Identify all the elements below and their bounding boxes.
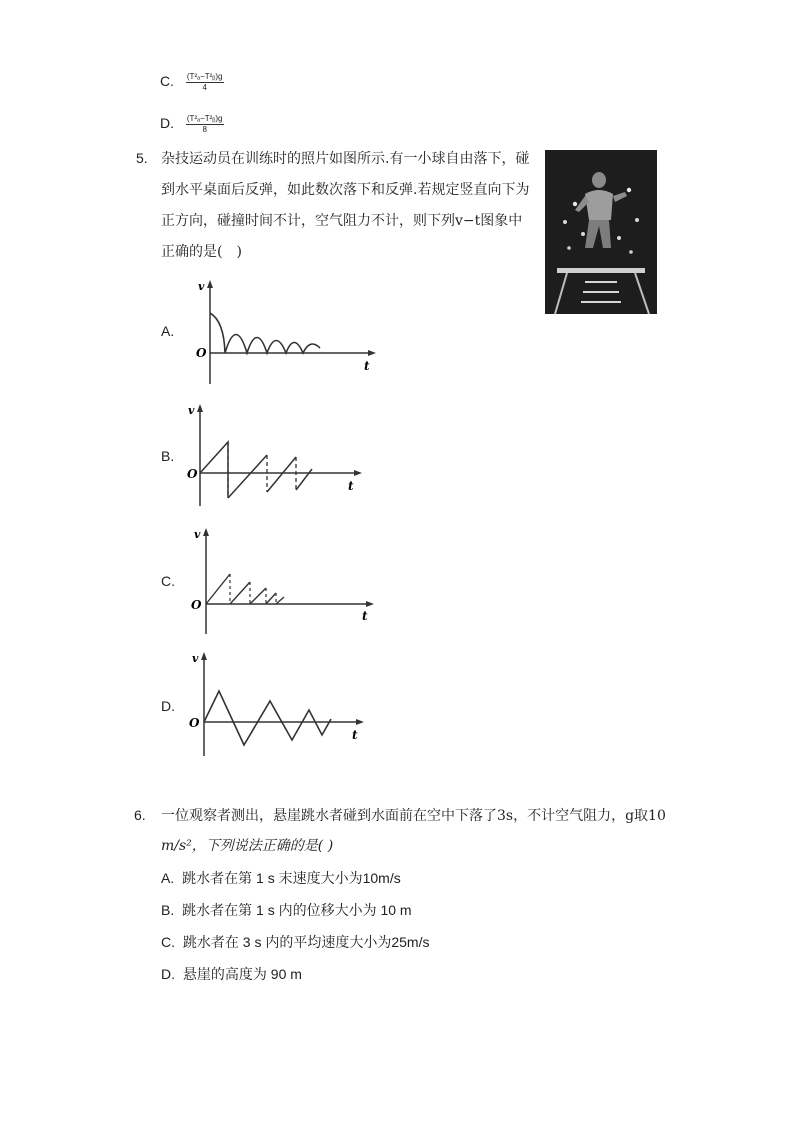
v-axis-label: v — [192, 652, 199, 665]
stem-line: 到水平桌面后反弹，如此数次落下和反弹.若规定竖直向下为 — [161, 182, 530, 198]
origin-label: O — [191, 598, 202, 612]
fraction-denominator: 8 — [202, 125, 207, 134]
juggler-photo-art — [545, 150, 657, 314]
v-t-segment — [250, 588, 266, 604]
stem-line: 正确的是( ) — [161, 244, 242, 260]
juggler-photo — [545, 150, 657, 314]
stem-line: 杂技运动员在训练时的照片如图所示.有一小球自由落下，碰 — [161, 151, 530, 167]
q5-option-c-letter: C. — [161, 573, 175, 589]
option-letter: A. — [161, 870, 175, 886]
question-6-stem-line-1: 一位观察者测出，悬崖跳水者碰到水面前在空中下落了3s，不计空气阻力，g取10 — [161, 808, 666, 824]
prev-option-d — [160, 114, 224, 135]
origin-label: O — [196, 346, 207, 360]
v-axis-arrow — [197, 404, 203, 412]
t-axis-label: t — [364, 359, 370, 373]
v-axis-label: v — [194, 528, 201, 541]
option-letter: C. — [160, 73, 174, 90]
t-axis-label: t — [362, 609, 368, 623]
t-axis-arrow — [368, 350, 376, 356]
v-t-segment — [230, 582, 250, 604]
q6-option-c — [161, 932, 429, 952]
v-axis-label: v — [198, 280, 205, 293]
v-t-curve — [210, 313, 320, 353]
option-letter: B. — [161, 902, 175, 918]
t-axis-arrow — [366, 601, 374, 607]
option-text: 跳水者在第 1 s 末速度大小为10m/s — [182, 870, 401, 886]
option-letter: C. — [161, 934, 175, 950]
v-t-segment — [266, 593, 276, 604]
question-5-stem — [161, 149, 529, 262]
q5-option-c-graph — [190, 524, 390, 636]
q6-option-a — [161, 868, 401, 888]
v-axis-arrow — [207, 280, 213, 288]
prev-option-c — [160, 72, 224, 93]
option-letter: D. — [161, 966, 175, 982]
question-5-number: 5. — [136, 150, 148, 166]
fraction-numerator: (T²ₐ−T²ᵦ)g — [186, 114, 223, 123]
origin-label: O — [189, 716, 200, 730]
option-text: 跳水者在第 1 s 内的位移大小为 10 m — [182, 902, 412, 918]
v-t-segment — [228, 455, 267, 498]
q5-option-a-graph — [190, 276, 390, 388]
v-t-segment — [267, 457, 296, 492]
origin-label: O — [187, 467, 198, 481]
v-axis-label: v — [188, 404, 195, 417]
option-fraction — [186, 114, 224, 135]
fraction-denominator: 4 — [202, 83, 207, 92]
question-6-number: 6. — [134, 807, 146, 823]
q6-option-d — [161, 964, 302, 984]
v-t-segment — [206, 574, 230, 604]
q5-option-b-graph — [186, 400, 386, 510]
question-6-stem-line-2: m/s²，下列说法正确的是( ) — [161, 838, 334, 854]
stem-line: 正方向，碰撞时间不计，空气阻力不计，则下列v−t图象中 — [161, 213, 523, 229]
v-t-segment — [296, 469, 312, 490]
q5-option-d-letter: D. — [161, 698, 175, 714]
t-axis-label: t — [348, 479, 354, 493]
q5-option-d-graph — [188, 648, 388, 760]
option-text: 跳水者在 3 s 内的平均速度大小为25m/s — [182, 934, 430, 950]
t-axis-arrow — [354, 470, 362, 476]
q5-option-b-letter: B. — [161, 448, 175, 464]
v-axis-arrow — [201, 652, 207, 660]
v-t-segment — [276, 597, 284, 604]
q6-option-b — [161, 900, 412, 920]
option-letter: D. — [160, 115, 174, 132]
t-axis-arrow — [356, 719, 364, 725]
q5-option-a-letter: A. — [161, 323, 175, 339]
option-text: 悬崖的高度为 90 m — [182, 966, 302, 982]
v-t-zigzag — [204, 691, 331, 745]
t-axis-label: t — [352, 728, 358, 742]
v-t-segment — [200, 442, 228, 498]
fraction-numerator: (T²ₐ−T²ᵦ)g — [186, 72, 223, 81]
v-axis-arrow — [203, 528, 209, 536]
option-fraction — [186, 72, 224, 93]
